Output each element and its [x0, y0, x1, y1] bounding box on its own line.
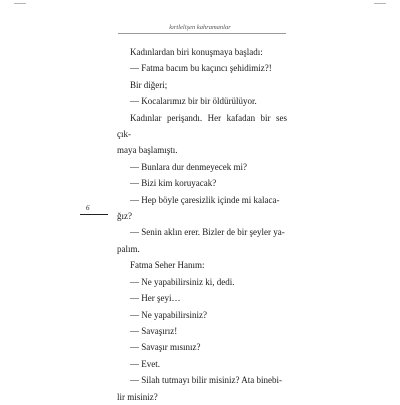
paragraph-line: Kadınlar perişandı. Her kafadan bir ses çık- [117, 112, 287, 140]
dialogue-line: — Savaşırız! [130, 325, 178, 336]
dialogue-line: — Her şeyi… [130, 293, 181, 304]
paragraph-line: Kadınlardan biri konuşmaya başladı: [130, 47, 263, 57]
header-rule [118, 33, 286, 34]
dialogue-line: — Kocalarımız bir bir öldürülüyor. [130, 96, 257, 107]
dialogue-line: — Evet. [130, 358, 160, 369]
page-number: 6 [86, 204, 90, 212]
running-header: kırtlelişen kahramanlar [169, 24, 231, 31]
dialogue-line: — Bunlara dur denmeyecek mi? [130, 161, 247, 172]
paragraph-line: lir misiniz? [117, 391, 158, 402]
dialogue-line: — Bizi kim koruyacak? [130, 178, 217, 189]
paragraph-line: maya başlamıştı. [117, 145, 178, 156]
page-number-rule [80, 214, 108, 215]
crop-mark-right [374, 3, 386, 4]
dialogue-line: — Ne yapabilirsiniz? [130, 309, 207, 320]
dialogue-line: — Fatma bacım bu kaçıncı şehidimiz?! [130, 63, 272, 74]
paragraph-line: palım. [117, 243, 140, 254]
dialogue-line: — Ne yapabilirsiniz ki, dedi. [130, 276, 235, 287]
dialogue-line: — Senin aklın erer. Bizler de bir şeyler ya- [130, 227, 285, 238]
paragraph-line: Fatma Seher Hanım: [130, 260, 205, 271]
dialogue-line: — Silah tutmayı bilir misiniz? Ata binebi- [130, 375, 282, 386]
dialogue-line: — Savaşır mısınız? [130, 342, 201, 353]
paragraph-line: Bir diğeri; [130, 79, 168, 90]
crop-mark-left [14, 3, 26, 4]
body-text [117, 44, 287, 405]
dialogue-line: — Hep böyle çaresizlik içinde mi kalaca- [130, 194, 280, 205]
paragraph-line: ğız? [117, 211, 132, 222]
